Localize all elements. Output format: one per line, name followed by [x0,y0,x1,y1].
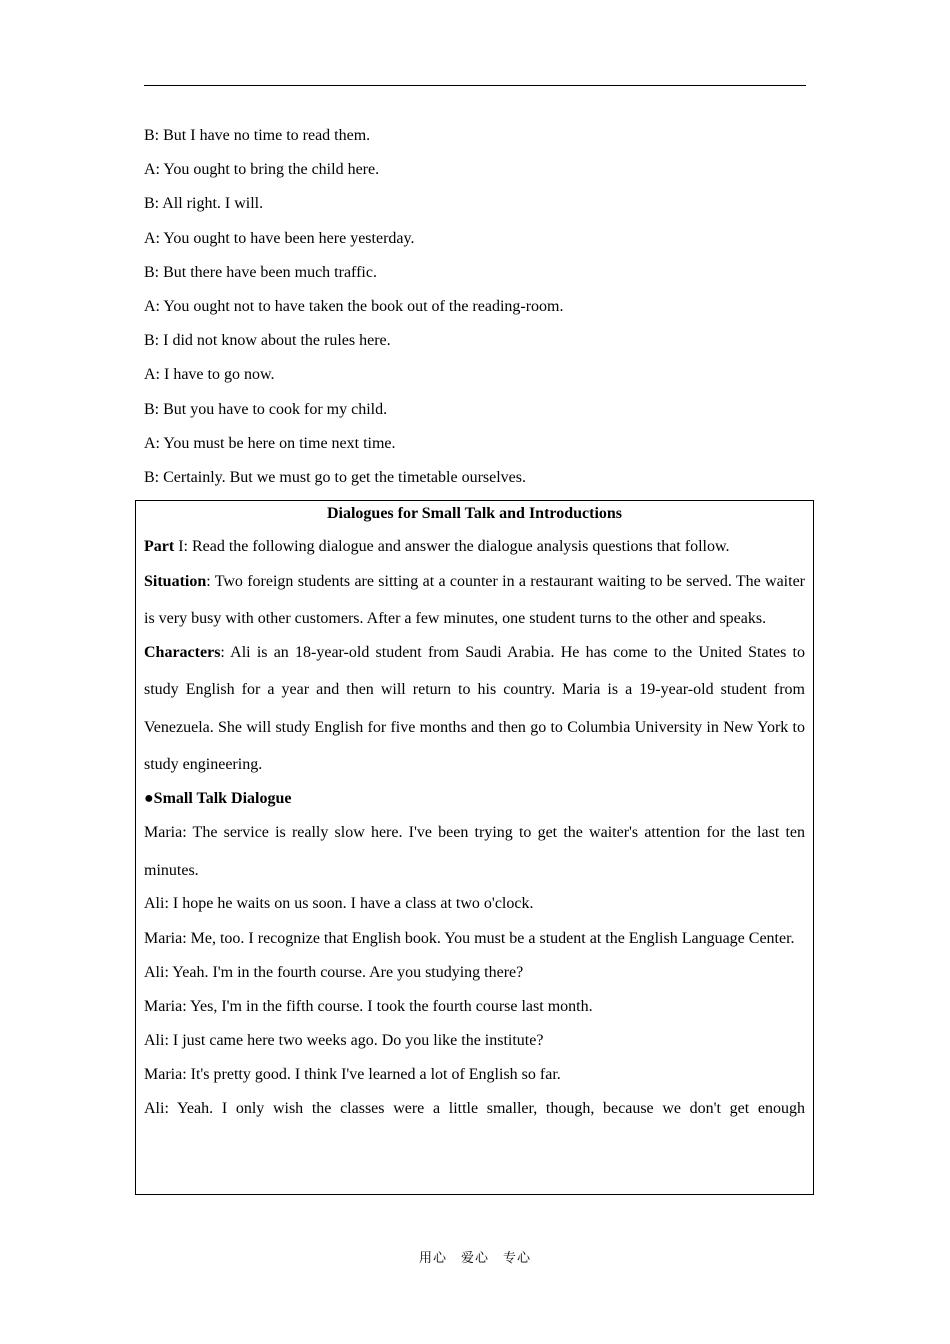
dialogue-paragraph: Maria: The service is really slow here. I've been trying to get the waiter's attention for the last ten minutes. [144,824,805,879]
dialogue-paragraph: Maria: Yes, I'm in the fifth course. I took the fourth course last month. [144,997,593,1015]
dialogue-line: B: But I have no time to read them. [144,127,371,144]
dialogue-line: B: I did not know about the rules here. [144,332,391,350]
dialogue-box [135,500,814,1195]
dialogue-line: A: I have to go now. [144,366,275,384]
header-rule [144,85,806,86]
dialogue-line: B: But there have been much traffic. [144,263,377,281]
part-paragraph [144,535,805,559]
situation-label: Situation [144,572,207,590]
dialogue-paragraph: Maria: Me, too. I recognize that English book. You must be a student at the English Language Center. [144,929,795,947]
characters-text: : Ali is an 18-year-old student from Saudi Arabia. He has come to the United States to study English for a year and then will return to his country. Maria is a 19-year-old student from Venezuela. She will study English for five months and then go to Columbia University in New York to study engineering. [144,644,805,773]
dialogue-paragraph: Ali: Yeah. I only wish the classes were a little smaller, though, because we don't get enough [144,1099,805,1117]
dialogue-line: A: You ought to bring the child here. [144,161,380,179]
dialogue-line: A: You must be here on time next time. [144,434,396,452]
dialogue-paragraph: Ali: I hope he waits on us soon. I have a class at two o'clock. [144,895,534,913]
dialogue-line: B: Certainly. But we must go to get the timetable ourselves. [144,468,527,486]
dialogue-line: A: You ought not to have taken the book out of the reading-room. [144,297,564,315]
dialogue-line: B: But you have to cook for my child. [144,400,388,418]
dialogue-paragraph: Ali: Yeah. I'm in the fourth course. Are you studying there? [144,963,524,981]
section-heading: ●Small Talk Dialogue [144,789,292,807]
top-dialogue [144,124,806,500]
dialogue-paragraph: Maria: It's pretty good. I think I've learned a lot of English so far. [144,1065,561,1083]
dialogue-paragraph: Ali: I just came here two weeks ago. Do you like the institute? [144,1031,544,1049]
dialogue-box-content [144,501,805,1121]
dialogue-line: A: You ought to have been here yesterday. [144,229,415,247]
part-text: I: Read the following dialogue and answer the dialogue analysis questions that follow. [174,538,730,555]
situation-text: : Two foreign students are sitting at a counter in a restaurant waiting to be served. The waiter is very busy with other customers. After a few minutes, one student turns to the other and speaks. [144,572,805,627]
characters-paragraph [144,634,805,783]
box-title: Dialogues for Small Talk and Introductions [326,505,623,522]
part-label: Part [144,538,175,555]
page-footer: 用心 爱心 专心 [418,1251,531,1266]
dialogue-line: B: All right. I will. [144,195,264,213]
situation-paragraph [144,563,805,638]
characters-label: Characters [144,644,221,662]
